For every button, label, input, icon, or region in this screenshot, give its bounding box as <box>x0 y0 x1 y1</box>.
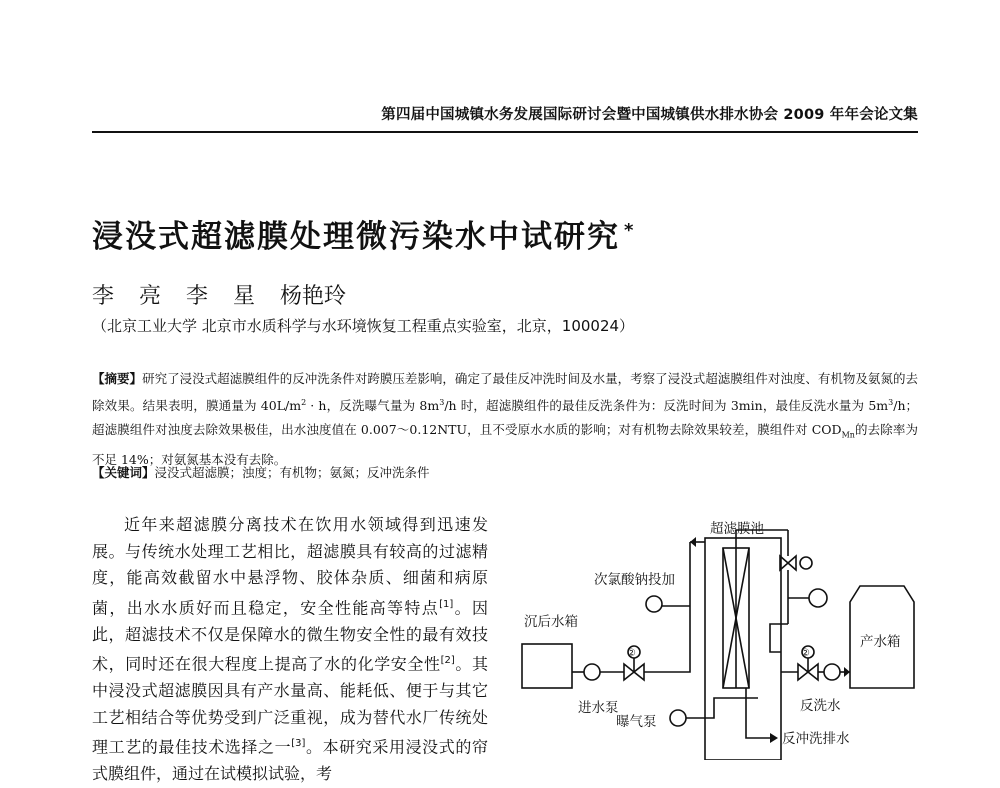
feed-line-3 <box>644 542 690 672</box>
product-arrow <box>844 667 850 677</box>
abstract-text-1: 研究了浸没式超滤膜组件的反冲洗条件对跨膜压差影响，确定了最佳反冲洗时间及水量，考察了浸没式超滤膜组件对浊度、有机物及氨氮的去除效果。结果表明，膜通量为 40L/m <box>92 371 918 414</box>
naclo-dosing-label: 次氯酸钠投加 <box>594 572 675 588</box>
product-tank-label: 产水箱 <box>860 634 901 650</box>
backwash-valve-symbol <box>780 556 796 570</box>
aeration-line <box>686 698 758 718</box>
abstract-sup-2: 3 <box>439 398 445 407</box>
abstract <box>92 367 918 472</box>
feed-pump-symbol <box>584 664 600 680</box>
backwash-drain-arrow <box>770 733 778 743</box>
aeration-pump-symbol <box>670 710 686 726</box>
settled-water-tank <box>522 644 572 688</box>
abstract-sup-3: 3 <box>888 398 894 407</box>
aeration-pump-label: 曝气泵 <box>616 714 657 730</box>
running-header: 第四届中国城镇水务发展国际研讨会暨中国城镇供水排水协会 2009 年年会论文集 <box>381 107 918 123</box>
settled-tank-label: 沉后水箱 <box>524 614 578 630</box>
uf-tank-label: 超滤膜池 <box>710 521 764 537</box>
pressure-gauge-symbol <box>809 589 827 607</box>
citation-1: [1] <box>439 598 454 610</box>
paper-title <box>92 211 635 256</box>
citation-2: [2] <box>440 655 455 667</box>
body-paragraph <box>92 512 488 788</box>
abstract-text-5: 的去除率为不足 14%；对氨氮基本没有去除。 <box>92 422 918 467</box>
abstract-text-4: /h；超滤膜组件对浊度去除效果极佳，出水浊度值在 0.007～0.12NTU，且不受原水水质的影响；对有机物去除效果较差，膜组件对 COD <box>92 398 918 438</box>
backwash-flowmeter-symbol <box>800 557 812 569</box>
keywords-text: 浸没式超滤膜；浊度；有机物；氨氮；反冲洗条件 <box>154 465 430 480</box>
abstract-sub-mn: Mn <box>841 430 855 440</box>
abstract-sup-1: 2 <box>301 398 307 407</box>
abstract-label: 【摘要】 <box>92 371 143 386</box>
citation-3: [3] <box>291 738 306 750</box>
feed-gauge-label: ② <box>627 648 636 659</box>
keywords-label: 【关键词】 <box>92 465 155 480</box>
body-text-4: 。本研究采用浸没式的帘式膜组件，通过在试模拟试验，考 <box>92 737 488 784</box>
inlet-arrow <box>690 537 696 547</box>
process-flow-diagram <box>512 506 942 760</box>
body-text-2: 。因此，超滤技术不仅是保障水的微生物安全性的最有效技术，同时还在很大程度上提高了水的化学安全性 <box>92 598 488 674</box>
product-pump-symbol <box>824 664 840 680</box>
authors: 李 亮 李 星 杨艳玲 <box>92 284 346 309</box>
backwash-return-line <box>770 624 788 652</box>
header-rule <box>92 131 918 133</box>
keywords <box>92 463 918 481</box>
naclo-pump-symbol <box>646 596 662 612</box>
feed-pump-label: 进水泵 <box>578 700 619 716</box>
title-text: 浸没式超滤膜处理微污染水中试研究 <box>92 219 620 255</box>
backwash-drain-label: 反冲洗排水 <box>782 731 850 747</box>
body-text-3: 。其中浸没式超滤膜因具有产水量高、能耗低、便于与其它工艺相结合等优势受到广泛重视，成为替代水厂传统处理工艺的最佳技术选择之一 <box>92 654 488 757</box>
affiliation: （北京工业大学 北京市水质科学与水环境恢复工程重点实验室，北京，100024） <box>92 317 635 335</box>
backwash-water-label: 反洗水 <box>800 698 841 714</box>
title-footnote-marker: * <box>624 219 636 241</box>
abstract-text-2: · h，反洗曝气量为 8m <box>306 398 440 414</box>
abstract-text-3: /h 时，超滤膜组件的最佳反洗条件为：反洗时间为 3min，最佳反洗水量为 5m <box>444 398 889 414</box>
body-text-1: 近年来超滤膜分离技术在饮用水领域得到迅速发展。与传统水处理工艺相比，超滤膜具有较高的过滤精度，能高效截留水中悬浮物、胶体杂质、细菌和病原菌，出水水质好而且稳定，安全性能高等特点 <box>92 515 488 618</box>
product-gauge-label: ② <box>801 648 810 659</box>
backwash-drain-line <box>746 688 770 738</box>
